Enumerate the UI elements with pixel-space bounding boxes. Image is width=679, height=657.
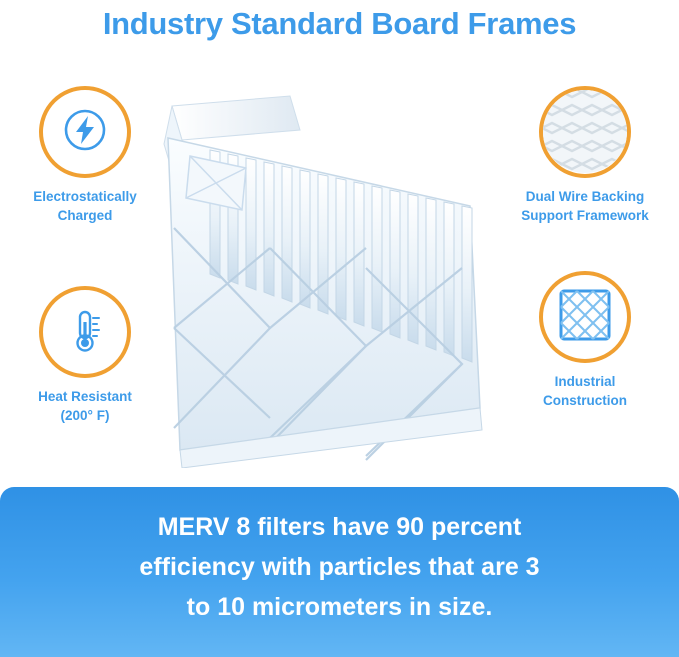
feature-label-line1: Heat Resistant [38, 389, 132, 404]
mesh-grid-icon [557, 287, 613, 348]
product-illustration [150, 78, 510, 468]
banner-line-1: MERV 8 filters have 90 percent [157, 513, 522, 541]
banner-text [0, 507, 679, 627]
feature-label-line2: Charged [57, 208, 113, 223]
feature-industrial-construction [500, 271, 670, 410]
feature-label-line2: Support Framework [521, 208, 649, 223]
badge-circle-dual-wire-backing [539, 86, 631, 178]
lightning-bolt-icon [62, 107, 108, 158]
badge-circle-electrostatically-charged [39, 86, 131, 178]
feature-label-dual-wire-backing [500, 187, 670, 225]
feature-label-heat-resistant [0, 387, 170, 425]
banner-line-2: efficiency with particles that are 3 [139, 553, 540, 581]
wire-mesh-photo-icon [542, 87, 628, 178]
feature-label-electrostatically-charged [0, 187, 170, 225]
feature-label-line2: (200° F) [60, 408, 110, 423]
feature-label-industrial-construction [500, 372, 670, 410]
feature-heat-resistant [0, 286, 170, 425]
badge-circle-heat-resistant [39, 286, 131, 378]
banner-line-3: to 10 micrometers in size. [186, 593, 493, 621]
feature-dual-wire-backing [500, 86, 670, 225]
feature-label-line1: Industrial [554, 374, 616, 389]
feature-label-line2: Construction [543, 393, 627, 408]
merv-info-banner [0, 487, 679, 657]
feature-label-line1: Dual Wire Backing [525, 189, 645, 204]
feature-electrostatically-charged [0, 86, 170, 225]
feature-label-line1: Electrostatically [33, 189, 137, 204]
page-title: Industry Standard Board Frames [102, 6, 577, 41]
badge-circle-industrial-construction [539, 271, 631, 363]
thermometer-icon [59, 304, 111, 361]
